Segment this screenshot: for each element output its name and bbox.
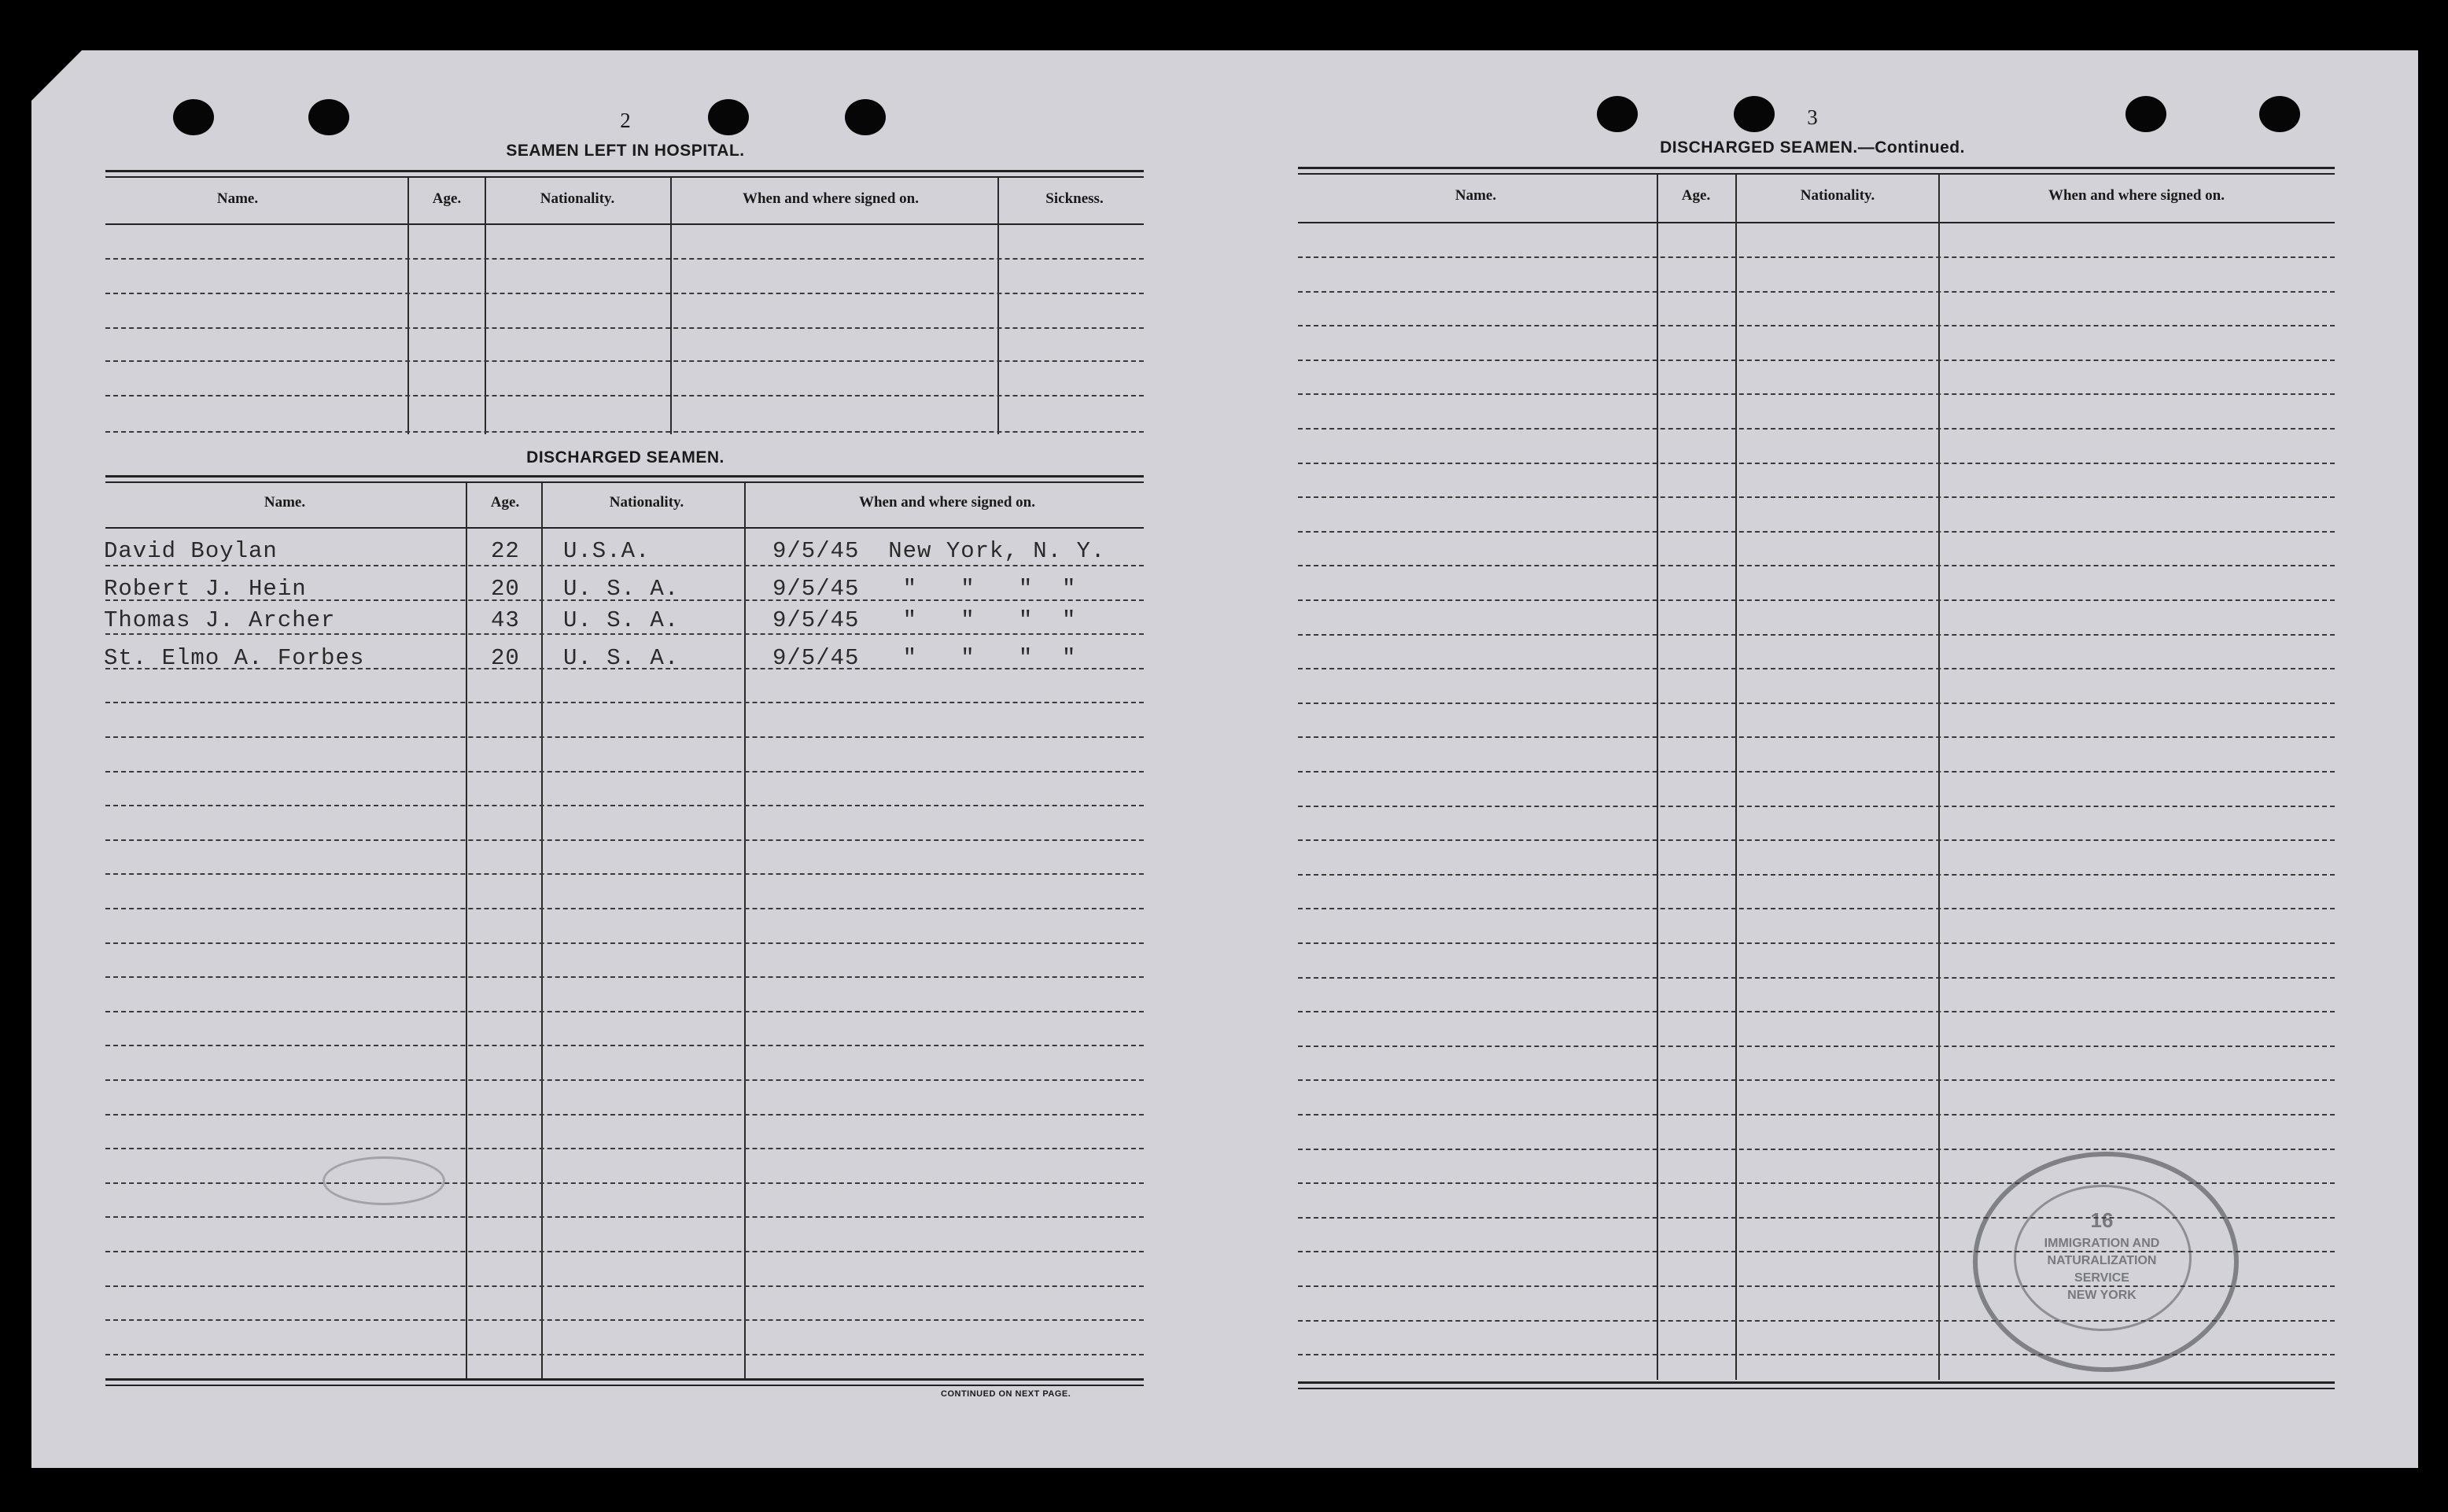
seaman-age: 43 xyxy=(491,607,520,633)
discharged-col-divider xyxy=(466,483,467,1380)
continued-note: CONTINUED ON NEXT PAGE. xyxy=(941,1389,1071,1399)
stamp-line: SERVICE xyxy=(2074,1271,2129,1285)
right-row-line xyxy=(1298,1079,2335,1081)
seaman-name: Robert J. Hein xyxy=(104,576,307,602)
right-row-line xyxy=(1298,1045,2335,1047)
right-row-line xyxy=(1298,1182,2335,1184)
right-row-line xyxy=(1298,393,2335,395)
seaman-age: 22 xyxy=(491,538,520,564)
discharged-row-line xyxy=(105,702,1144,703)
right-row-line xyxy=(1298,325,2335,326)
right-row-line xyxy=(1298,360,2335,361)
faint-stamp-mark xyxy=(323,1156,445,1205)
discharged-row-line xyxy=(105,1045,1144,1046)
right-header-nationality: Nationality. xyxy=(1800,187,1875,204)
right-row-line xyxy=(1298,634,2335,636)
right-row-line xyxy=(1298,463,2335,464)
punch-hole xyxy=(2259,96,2300,132)
discharged-row-line xyxy=(105,1182,1144,1184)
right-col-divider xyxy=(1938,175,1940,1380)
discharged-row-line xyxy=(105,839,1144,841)
right-row-line xyxy=(1298,736,2335,738)
discharged-header-age: Age. xyxy=(490,494,520,511)
discharged-top-rule xyxy=(105,475,1144,478)
seaman-name: Thomas J. Archer xyxy=(104,607,336,633)
discharged-row-line xyxy=(105,805,1144,806)
discharged-row-line xyxy=(105,1251,1144,1252)
discharged-row-line xyxy=(105,942,1144,944)
discharged-row-line xyxy=(105,1319,1144,1321)
seaman-signed-on: 9/5/45 " " " " xyxy=(772,607,1077,633)
right-row-line xyxy=(1298,942,2335,944)
right-row-line xyxy=(1298,839,2335,841)
hospital-header-age: Age. xyxy=(432,190,462,207)
discharged-row-line xyxy=(105,1354,1144,1355)
seaman-nationality: U.S.A. xyxy=(563,538,651,564)
right-header-age: Age. xyxy=(1681,187,1711,204)
discharged-row-line xyxy=(105,1011,1144,1012)
discharged-row-line xyxy=(105,736,1144,738)
right-col-divider xyxy=(1657,175,1658,1380)
right-row-line xyxy=(1298,908,2335,909)
right-row-line xyxy=(1298,668,2335,669)
right-row-line xyxy=(1298,1217,2335,1219)
hospital-row-line xyxy=(105,293,1144,294)
right-row-line xyxy=(1298,496,2335,498)
punch-hole xyxy=(708,99,749,135)
seaman-age: 20 xyxy=(491,645,520,671)
discharged-row-line xyxy=(105,976,1144,978)
hospital-top-rule-2 xyxy=(105,176,1144,178)
discharged-header-name: Name. xyxy=(264,494,306,511)
discharged-header-signed-on: When and where signed on. xyxy=(858,494,1036,511)
seaman-signed-on: 9/5/45 New York, N. Y. xyxy=(772,538,1106,564)
hospital-header-signed-on: When and where signed on. xyxy=(742,190,920,207)
discharged-row-line xyxy=(105,908,1144,909)
right-row-line xyxy=(1298,291,2335,293)
discharged-continued-title: DISCHARGED SEAMEN.—Continued. xyxy=(1660,138,1965,157)
seaman-nationality: U. S. A. xyxy=(563,576,680,602)
discharged-top-rule-2 xyxy=(105,481,1144,483)
right-row-line xyxy=(1298,1320,2335,1322)
right-header-rule xyxy=(1298,222,2335,223)
hospital-row-line xyxy=(105,327,1144,329)
punch-hole xyxy=(845,99,886,135)
right-row-line xyxy=(1298,1354,2335,1355)
right-row-line xyxy=(1298,1011,2335,1012)
right-row-line xyxy=(1298,874,2335,876)
hospital-row-line xyxy=(105,431,1144,433)
discharged-row-line xyxy=(105,1114,1144,1116)
discharged-row-line xyxy=(105,1285,1144,1287)
discharged-row-line xyxy=(105,599,1144,601)
right-top-rule xyxy=(1298,167,2335,169)
hospital-row-line xyxy=(105,395,1144,396)
discharged-row-line xyxy=(105,1079,1144,1081)
hospital-row-line xyxy=(105,360,1144,362)
discharged-header-nationality: Nationality. xyxy=(609,494,684,511)
punch-hole xyxy=(1734,96,1775,132)
right-row-line xyxy=(1298,599,2335,601)
right-top-rule-2 xyxy=(1298,173,2335,175)
page-number-left: 2 xyxy=(620,109,631,132)
right-row-line xyxy=(1298,531,2335,533)
discharged-row-line xyxy=(105,771,1144,773)
punch-hole xyxy=(308,99,349,135)
right-row-line xyxy=(1298,703,2335,704)
right-row-line xyxy=(1298,1149,2335,1150)
hospital-section-title: SEAMEN LEFT IN HOSPITAL. xyxy=(506,142,745,160)
right-row-line xyxy=(1298,806,2335,807)
seaman-nationality: U. S. A. xyxy=(563,607,680,633)
right-row-line xyxy=(1298,771,2335,773)
discharged-row-line xyxy=(105,565,1144,566)
discharged-header-rule xyxy=(105,527,1144,529)
left-bottom-rule-2 xyxy=(105,1385,1144,1386)
stamp-line: NATURALIZATION xyxy=(2047,1254,2157,1267)
discharged-col-divider xyxy=(541,483,543,1380)
right-bottom-rule-2 xyxy=(1298,1388,2335,1389)
right-row-line xyxy=(1298,1251,2335,1252)
punch-hole xyxy=(1597,96,1638,132)
stamp-line: NEW YORK xyxy=(2067,1289,2136,1302)
hospital-top-rule xyxy=(105,170,1144,172)
hospital-header-rule xyxy=(105,223,1144,225)
seaman-age: 20 xyxy=(491,576,520,602)
right-row-line xyxy=(1298,1114,2335,1116)
folded-corner xyxy=(31,50,82,101)
hospital-header-nationality: Nationality. xyxy=(540,190,615,207)
discharged-row-line xyxy=(105,1148,1144,1149)
stamp-line: IMMIGRATION AND xyxy=(2044,1237,2160,1250)
right-row-line xyxy=(1298,428,2335,430)
right-row-line xyxy=(1298,256,2335,258)
seaman-nationality: U. S. A. xyxy=(563,645,680,671)
discharged-row-line xyxy=(105,873,1144,875)
hospital-row-line xyxy=(105,258,1144,260)
discharged-row-line xyxy=(105,668,1144,669)
right-header-signed-on: When and where signed on. xyxy=(2048,187,2225,204)
page-number-right: 3 xyxy=(1807,105,1818,129)
seaman-signed-on: 9/5/45 " " " " xyxy=(772,645,1077,671)
right-bottom-rule xyxy=(1298,1381,2335,1384)
punch-hole xyxy=(2125,96,2166,132)
right-header-name: Name. xyxy=(1454,187,1497,204)
hospital-header-name: Name. xyxy=(216,190,259,207)
punch-hole xyxy=(173,99,214,135)
right-row-line xyxy=(1298,977,2335,979)
right-row-line xyxy=(1298,565,2335,566)
left-bottom-rule xyxy=(105,1378,1144,1381)
right-col-divider xyxy=(1735,175,1737,1380)
seaman-signed-on: 9/5/45 " " " " xyxy=(772,576,1077,602)
discharged-section-title: DISCHARGED SEAMEN. xyxy=(526,448,724,467)
right-row-line xyxy=(1298,1285,2335,1287)
hospital-header-sickness: Sickness. xyxy=(1045,190,1104,207)
seaman-name: David Boylan xyxy=(104,538,278,564)
stamp-date: 16 xyxy=(2090,1208,2114,1232)
seaman-name: St. Elmo A. Forbes xyxy=(104,645,365,671)
discharged-col-divider xyxy=(744,483,746,1380)
discharged-row-line xyxy=(105,633,1144,635)
discharged-row-line xyxy=(105,1216,1144,1218)
